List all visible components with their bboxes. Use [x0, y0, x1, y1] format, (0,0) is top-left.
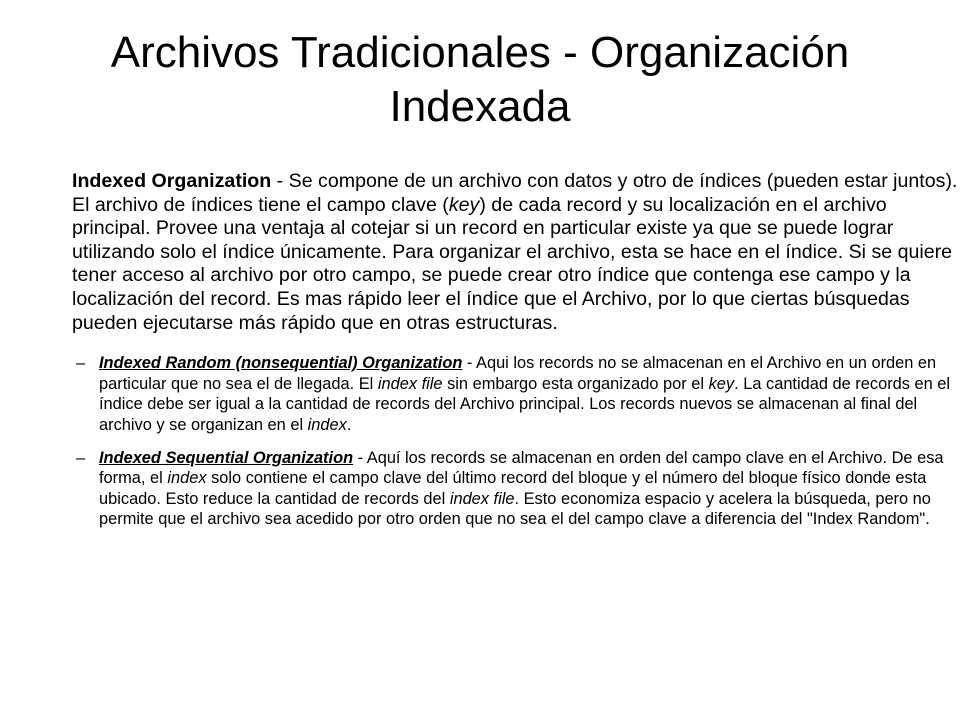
- subitem-emphasis: index file: [377, 374, 443, 393]
- subitem-indexed-random: [72, 353, 955, 435]
- indexed-random-term: Indexed Random (nonsequential) Organization: [99, 354, 463, 373]
- subitem-emphasis: index: [167, 469, 207, 488]
- indexed-sequential-term: Indexed Sequential Organization: [99, 448, 354, 467]
- subitem-emphasis: index: [307, 415, 347, 434]
- paragraph-key-word: key: [448, 193, 480, 216]
- subitem-text: sin embargo esta organizado por el: [442, 374, 709, 393]
- subitem-text: solo contiene el campo clave del último record del bloque y el número del bloque físico donde esta ubicado. Esto reduce la cantidad de records del: [99, 469, 927, 508]
- dash-bullet: –: [76, 354, 86, 373]
- subitem-text: .: [346, 415, 352, 434]
- slide-body: [72, 170, 960, 530]
- subitem-text: . La cantidad de records en el índice debe ser igual a la cantidad de records del Archivo principal. Los records nuevos se almacenan al final del archivo y se organizan en el: [99, 374, 951, 434]
- paragraph-text-b: ) de cada record y su localización en el archivo principal. Provee una ventaja al cotejar si un record en particular existe ya que se puede lograr utilizando solo el índice únicamente. Para organizar el archivo, esta se hace en el índice. Si se quiere tener acceso al archivo por otro campo, se puede crear otro índice que contenga ese campo y la localización del record. Es mas rápido leer el índice que el Archivo, por lo que ciertas búsquedas pueden ejecutarse más rápido que en otras estructuras.: [72, 193, 953, 334]
- subitem-text: - Aquí los records se almacenan en orden del campo clave en el Archivo. De esa forma, el: [99, 448, 944, 488]
- paragraph-text-a: - Se compone de un archivo con datos y otro de índices (pueden estar juntos). El archivo de índices tiene el campo clave (: [72, 170, 958, 216]
- indexed-organization-term: Indexed Organization: [72, 170, 272, 192]
- subitem-text: - Aqui los records no se almacenan en el Archivo en un orden en particular que no sea el de llegada. El: [99, 354, 937, 393]
- subitem-indexed-sequential: [72, 448, 955, 530]
- slide-title: Archivos Tradicionales - Organización Indexada: [110, 28, 850, 131]
- subitem-emphasis: index file: [449, 489, 515, 508]
- subitem-text: . Esto economiza espacio y acelera la búsqueda, pero no permite que el archivo sea acedido por otro orden que no sea el del campo clave a diferencia del "Index Random".: [99, 489, 931, 529]
- subitem-emphasis: key: [708, 374, 735, 393]
- main-paragraph: [72, 170, 960, 335]
- dash-bullet: –: [76, 448, 86, 467]
